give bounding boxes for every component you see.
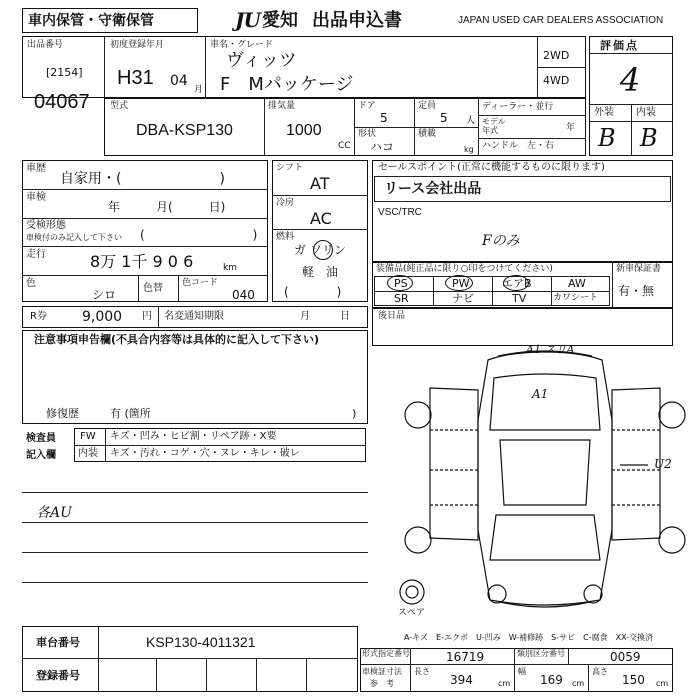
mileage-unit: km — [223, 263, 237, 273]
usage-label: 車歴 — [26, 163, 46, 174]
diagram-side-note: U2 — [654, 457, 672, 471]
association-name: JAPAN USED CAR DEALERS ASSOCIATION — [458, 15, 664, 26]
transmission-value: AT — [310, 174, 330, 193]
equip-airbag: エアB — [502, 277, 532, 290]
rating-value: 4 — [620, 61, 641, 99]
acceptance-label: 受検形態 — [26, 220, 66, 231]
equip-leather: カワシート — [553, 293, 599, 303]
lot-number: 04067 — [34, 91, 90, 113]
chassis-label: 車台番号 — [36, 636, 80, 649]
fuel-label: 燃料 — [276, 232, 295, 242]
model-label: 型式 — [110, 101, 129, 111]
category-label: 類別区分番号 — [517, 649, 565, 658]
checker-hand-note: 各AU — [36, 505, 72, 521]
doors-label: ドア — [358, 101, 376, 111]
storage-label: 車内保管・守衛保管 — [28, 13, 154, 29]
ac-label: 冷房 — [276, 198, 295, 208]
designation-number: 16719 — [446, 650, 485, 664]
size-sub-label: 参 考 — [370, 679, 394, 688]
repair-label: 修復歴 — [46, 407, 79, 420]
recycle-unit: 円 — [142, 311, 152, 322]
lot-sub-number: [2154] — [46, 66, 83, 79]
equipment-label: 装備品(純正品に限り○印をつけてください) — [376, 264, 553, 274]
displacement-value: 1000 — [286, 122, 322, 139]
fuel-other: ( ) — [284, 285, 342, 299]
diagram-roof-note: A1 — [532, 387, 549, 401]
shape-label: 形状 — [358, 129, 377, 139]
recycle-label: R券 — [30, 311, 47, 322]
interior-label: 内装 — [636, 107, 656, 118]
chassis-number: KSP130-4011321 — [146, 634, 256, 650]
damage-legend: A-キズ E-エクボ U-凹み W-補修跡 S-サビ C-腐食 XX-交換済 — [404, 633, 654, 642]
notice-value: 月 日 — [300, 311, 350, 322]
equip-aw: AW — [568, 277, 586, 290]
acceptance-note: 車検付のみ記入して下さい — [26, 233, 122, 242]
equip-pw: PW — [452, 277, 470, 290]
spare-label: スペア — [398, 608, 426, 618]
repair-close: ) — [352, 407, 357, 420]
displacement-label: 排気量 — [268, 101, 296, 111]
year-unit: 年 — [566, 123, 576, 133]
capacity-label: 定員 — [418, 101, 437, 111]
transmission-label: シフト — [276, 163, 304, 173]
registration-year: H31 — [117, 67, 154, 89]
interior-grade: B — [640, 124, 658, 152]
color-change-label: 色替 — [143, 283, 163, 294]
color-value: シロ — [92, 288, 117, 302]
registration-month-unit: 月 — [194, 85, 204, 95]
fuel-selected-circle — [313, 240, 333, 260]
vehicle-name-label: 車名・グレード — [210, 40, 274, 50]
selling-detail: VSC/TRC — [378, 207, 422, 218]
inspection-value: 年 月( 日) — [108, 200, 226, 214]
length-value: 394 — [450, 673, 473, 687]
color-code: 040 — [232, 288, 255, 302]
load-unit: kg — [464, 145, 474, 154]
after-items-label: 後日品 — [378, 311, 406, 321]
plate-label: 登録番号 — [36, 669, 80, 682]
checker-label: 検査員 — [26, 433, 56, 444]
width-unit: cm — [572, 679, 585, 688]
vehicle-name: ヴィッツ — [226, 50, 297, 71]
checker-interior-items: キズ・汚れ・コゲ・穴・ヌレ・キレ・破レ — [110, 448, 300, 459]
fuel-gasoline: ガ ソリン — [294, 243, 346, 257]
width-label: 幅 — [518, 667, 526, 676]
doors-value: 5 — [380, 111, 388, 125]
size-label: 車検証寸法 — [362, 667, 402, 676]
equip-sr: SR — [394, 292, 409, 305]
mileage-label: 走行 — [26, 249, 46, 260]
shape-value: ハコ — [370, 140, 395, 154]
capacity-value: 5 — [440, 111, 448, 125]
length-unit: cm — [498, 679, 511, 688]
inspection-label: 車検 — [26, 192, 46, 203]
selling-headline: リース会社出品 — [384, 181, 482, 197]
exterior-grade: B — [598, 124, 616, 152]
model-code: DBA-KSP130 — [136, 122, 233, 139]
mileage-value: 8万 1千 9 0 6 — [90, 252, 194, 271]
equip-ps: PS — [394, 277, 408, 290]
exterior-label: 外装 — [594, 107, 614, 118]
height-value: 150 — [622, 673, 645, 687]
ac-value: AC — [310, 209, 332, 228]
writer-label: 記入欄 — [26, 450, 56, 461]
diagram-top-note: A1 スリA — [526, 343, 575, 356]
length-label: 長さ — [414, 667, 430, 676]
load-label: 積載 — [418, 129, 437, 139]
org-name: 愛知 — [262, 10, 298, 31]
usage-value: 自家用・( ) — [60, 171, 225, 187]
ps-circle — [387, 275, 413, 291]
form-title: 出品申込書 — [312, 10, 402, 31]
handle-label: ハンドル 左・右 — [482, 141, 555, 151]
height-unit: cm — [656, 679, 669, 688]
height-label: 高さ — [592, 667, 608, 676]
fw-items: キズ・凹み・ヒビ割・リペア跡・X要 — [110, 431, 277, 442]
after-items-box — [372, 308, 673, 346]
fuel-diesel: 軽 油 — [302, 265, 339, 279]
displacement-unit: CC — [338, 141, 351, 151]
drive-4wd: 4WD — [543, 74, 570, 87]
selling-hand-note: Fのみ — [482, 233, 520, 249]
color-code-label: 色コード — [182, 278, 219, 288]
vehicle-grade: F Mパッケージ — [220, 74, 354, 95]
selling-label: セールスポイント(正常に機能するものに限ります) — [378, 162, 605, 173]
designation-label: 形式指定番号 — [362, 649, 410, 658]
model-year-label: モデル 年式 — [482, 117, 506, 135]
dealer-label: ディーラー・並行 — [482, 102, 554, 112]
equip-tv: TV — [512, 292, 527, 305]
ju-logo: JU — [235, 8, 260, 32]
airbag-circle — [503, 275, 529, 291]
capacity-unit: 人 — [466, 116, 476, 126]
rating-label: 評価点 — [600, 39, 639, 52]
registration-label: 初度登録年月 — [110, 40, 165, 50]
lot-label: 出品番号 — [27, 40, 64, 50]
new-car-warranty-value: 有・無 — [618, 284, 655, 298]
recycle-value: 9,000 — [82, 309, 123, 325]
registration-month: 04 — [170, 73, 188, 89]
category-number: 0059 — [610, 650, 641, 664]
checker-interior-label: 内装 — [78, 448, 98, 459]
acceptance-value: ( ) — [140, 228, 258, 242]
width-value: 169 — [540, 673, 563, 687]
color-label: 色 — [26, 278, 36, 289]
new-car-warranty-label: 新車保証書 — [616, 264, 662, 274]
repair-value: 有 (箇所 — [110, 407, 151, 420]
fw-label: FW — [80, 431, 96, 442]
equip-navi: ナビ — [452, 292, 474, 305]
notice-label: 名変通知期限 — [164, 311, 224, 322]
pw-circle — [445, 275, 473, 291]
drive-2wd: 2WD — [543, 49, 570, 62]
notes-label: 注意事項申告欄(不具合内容等は具体的に記入して下さい) — [34, 333, 320, 346]
